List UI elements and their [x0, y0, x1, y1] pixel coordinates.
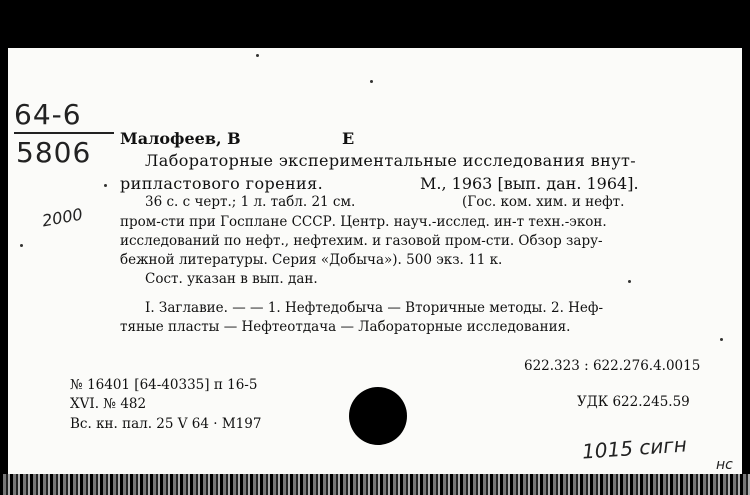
- subjects-line-2: тяные пласты — Нефтеотдача — Лабораторные исследования.: [120, 319, 571, 335]
- author-initial: Е: [342, 129, 355, 148]
- catalog-card: [8, 48, 742, 476]
- description-line-4: бежной литературы. Серия «Добыча»). 500 экз. 11 к.: [120, 252, 503, 268]
- accession-line-3: Вс. кн. пал. 25 V 64 · М197: [70, 416, 262, 432]
- accession-line-2: XVI. № 482: [70, 396, 147, 412]
- description-line-1b: (Гос. ком. хим. и нефт.: [462, 194, 625, 210]
- subjects-line-1: I. Заглавие. — — 1. Нефтедобыча — Вторичные методы. 2. Неф-: [145, 300, 604, 316]
- description-line-5: Сост. указан в вып. дан.: [145, 271, 318, 287]
- description-line-2: пром-сти при Госплане СССР. Центр. науч.-исслед. ин-т техн.-экон.: [120, 214, 607, 230]
- title-line-2: рипластового горения.: [120, 174, 324, 193]
- scan-speck: [256, 54, 259, 57]
- scan-speck: [104, 184, 107, 187]
- handwritten-note: 2000: [40, 204, 85, 231]
- publication-info: М., 1963 [вып. дан. 1964].: [420, 174, 639, 193]
- shelfmark-divider: [14, 132, 114, 134]
- scan-edge-strip: [0, 474, 750, 495]
- scan-speck: [628, 280, 631, 283]
- description-line-1: 36 с. с черт.; 1 л. табл. 21 см.: [145, 194, 356, 210]
- classification-code: 622.323 : 622.276.4.0015: [524, 358, 701, 374]
- handwritten-initials: нс: [716, 457, 733, 473]
- punch-hole: [349, 387, 407, 445]
- author-name: Малофеев, В: [120, 129, 241, 148]
- title-line-1: Лабораторные экспериментальные исследования внут-: [145, 151, 637, 170]
- scan-speck: [720, 338, 723, 341]
- shelfmark-bottom: 5806: [16, 136, 92, 169]
- scan-speck: [370, 80, 373, 83]
- description-line-3: исследований по нефт., нефтехим. и газовой пром-сти. Обзор зару-: [120, 233, 603, 249]
- udc-code: УДК 622.245.59: [577, 394, 690, 410]
- handwritten-signature: 1015 сигн: [581, 432, 688, 464]
- scan-speck: [20, 244, 23, 247]
- accession-line-1: № 16401 [64-40335] п 16-5: [70, 377, 258, 393]
- shelfmark-top: 64-6: [14, 98, 82, 131]
